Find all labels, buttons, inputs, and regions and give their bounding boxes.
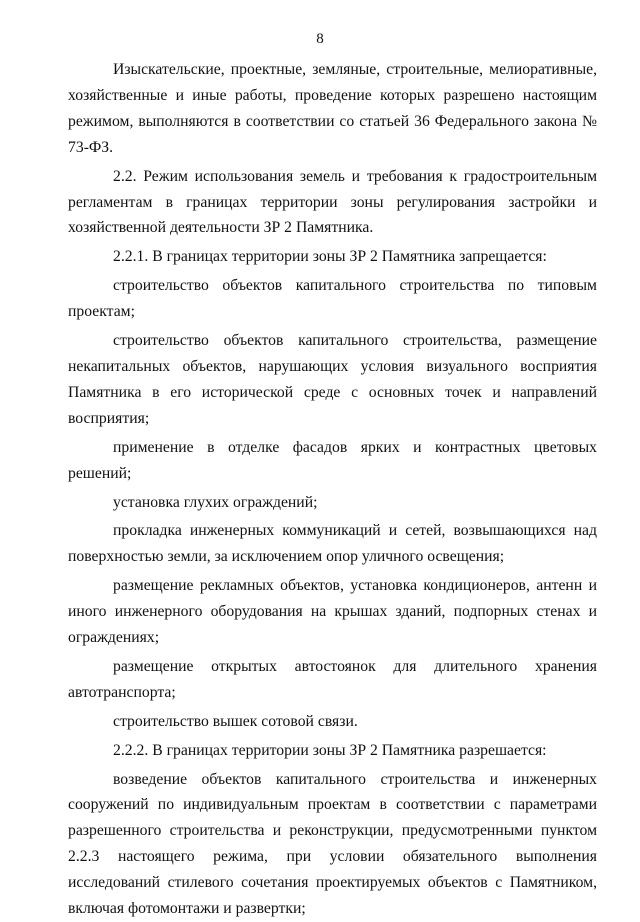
list-item-prohibited-visual-disruption: строительство объектов капитального строительства, размещение некапитальных объектов, нарушающих условия визуального восприятия Памятника в его исторической среде с основных точек и направлений восприятия; <box>68 332 597 427</box>
document-body <box>68 57 597 922</box>
list-item-prohibited-parking: размещение открытых автостоянок для длительного хранения автотранспорта; <box>68 657 597 701</box>
list-item-prohibited-cell-towers: строительство вышек сотовой связи. <box>113 712 358 730</box>
paragraph-section-2-2-1: 2.2.1. В границах территории зоны ЗР 2 Памятника запрещается: <box>113 248 547 266</box>
page-number: 8 <box>316 31 324 47</box>
list-item-prohibited-typical-projects: строительство объектов капитального строительства по типовым проектам; <box>68 277 597 321</box>
list-item-prohibited-utilities: прокладка инженерных коммуникаций и сетей, возвышающихся над поверхностью земли, за исключением опор уличного освещения; <box>68 522 597 566</box>
paragraph-section-2-2: 2.2. Режим использования земель и требования к градостроительным регламентам в границах территории зоны регулирования застройки и хозяйственной деятельности ЗР 2 Памятника. <box>68 167 597 237</box>
list-item-prohibited-bright-colors: применение в отделке фасадов ярких и контрастных цветовых решений; <box>68 438 597 482</box>
paragraph-section-2-2-2: 2.2.2. В границах территории зоны ЗР 2 Памятника разрешается: <box>113 741 547 759</box>
list-item-allowed-construction: возведение объектов капитального строительства и инженерных сооружений по индивидуальным проектам в соответствии с параметрами разрешенного строительства и реконструкции, предусмотренными пунктом 2.2.3 настоящего режима, при условии обязательного выполнения исследований стилевого сочетания проектируемых объектов с Памятником, включая фотомонтажи и развертки; <box>68 770 597 918</box>
list-item-prohibited-blind-fences: установка глухих ограждений; <box>113 493 318 511</box>
paragraph-works: Изыскательские, проектные, земляные, строительные, мелиоративные, хозяйственные и иные работы, проведение которых разрешено настоящим режимом, выполняются в соответствии со статьей 36 Федерального закона № 73-ФЗ. <box>68 61 597 156</box>
list-item-prohibited-advertising: размещение рекламных объектов, установка кондиционеров, антенн и иного инженерного оборудования на крышах зданий, подпорных стенах и ограждениях; <box>68 577 597 647</box>
